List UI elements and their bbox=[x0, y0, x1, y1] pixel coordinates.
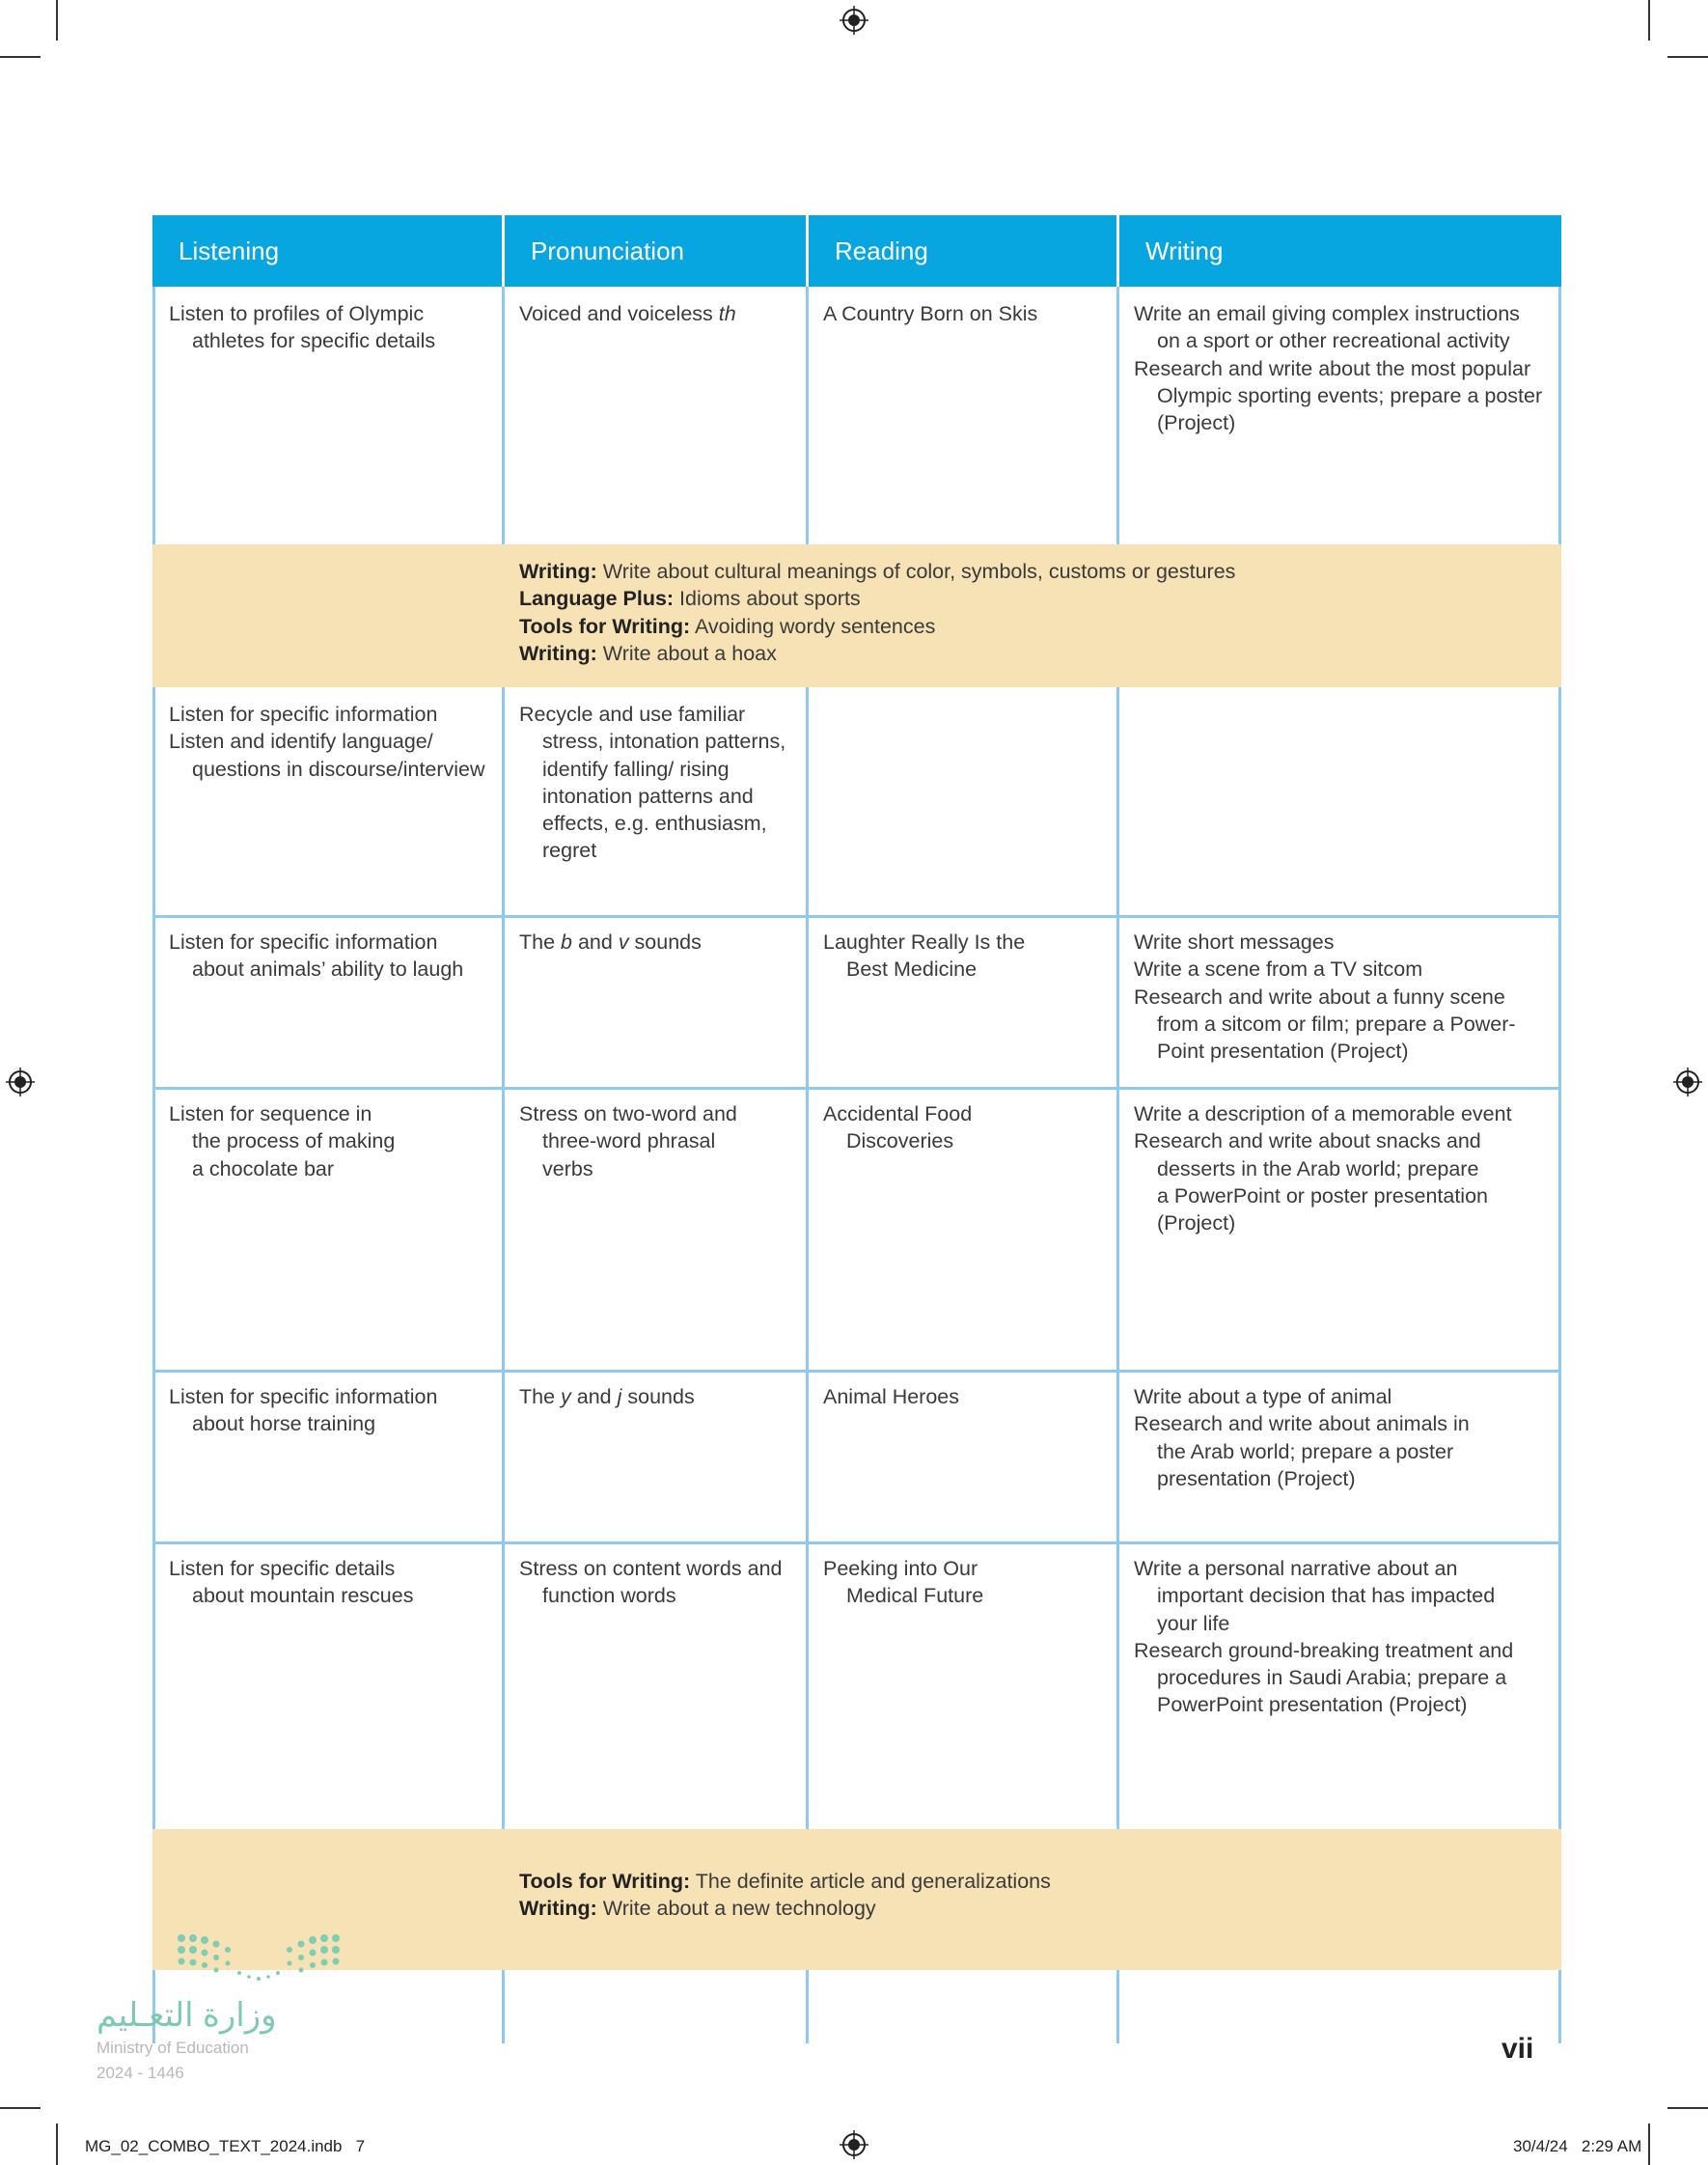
reading-cell: A Country Born on Skis bbox=[823, 302, 1038, 325]
crop-mark bbox=[56, 0, 58, 41]
band-line: Writing: Write about a hoax bbox=[519, 641, 777, 665]
crop-mark bbox=[1667, 2107, 1708, 2109]
crop-mark bbox=[1648, 2123, 1650, 2165]
band-line: Tools for Writing: The definite article and generalizations bbox=[519, 1870, 1051, 1893]
page-number: vii bbox=[1501, 2033, 1534, 2065]
writing-cell: Write short messages Write a scene from a TV sitcom Research and write about a funny scene from a sitcom or film; prepare a Power- Point presentation (Project) bbox=[1134, 930, 1516, 1064]
crop-mark bbox=[0, 2107, 41, 2109]
skills-band bbox=[152, 544, 1561, 687]
listening-cell: Listen for specific information about horse training bbox=[169, 1385, 438, 1436]
writing-cell: Write an email giving complex instructions on a sport or other recreational activity Research and write about the most popular Olympic sporting events; prepare a poster (Project) bbox=[1134, 302, 1543, 435]
pronunciation-cell: The y and j sounds bbox=[519, 1385, 695, 1408]
band-line: Writing: Write about cultural meanings of color, symbols, customs or gestures bbox=[519, 560, 1236, 583]
pronunciation-cell: Voiced and voiceless th bbox=[519, 302, 736, 325]
header-writing: Writing bbox=[1119, 215, 1561, 287]
grid-line bbox=[152, 1087, 1561, 1090]
pronunciation-cell: The b and v sounds bbox=[519, 930, 702, 954]
reading-cell: Peeking into Our Medical Future bbox=[823, 1557, 984, 1608]
registration-mark-icon bbox=[1673, 1068, 1702, 1096]
ministry-logo-icon bbox=[174, 1929, 347, 1986]
listening-cell: Listen for sequence in the process of making a chocolate bar bbox=[169, 1102, 396, 1180]
listening-cell: Listen for specific information about animals’ ability to laugh bbox=[169, 930, 464, 982]
band-line: Writing: Write about a new technology bbox=[519, 1897, 876, 1921]
pronunciation-cell: Stress on two-word and three-word phrasal verbs bbox=[519, 1102, 737, 1180]
pronunciation-cell: Stress on content words and function words bbox=[519, 1557, 783, 1608]
ministry-logo-english: Ministry of Education bbox=[96, 2039, 249, 2057]
grid-line bbox=[152, 1541, 1561, 1544]
registration-mark-icon bbox=[6, 1068, 35, 1096]
pronunciation-cell: Recycle and use familiar stress, intonation patterns, identify falling/ rising intonation patterns and effects, e.g. enthusiasm, regret bbox=[519, 703, 786, 863]
writing-cell: Write about a type of animal Research and write about animals in the Arab world; prepare a poster presentation (Project) bbox=[1134, 1385, 1470, 1490]
listening-cell: Listen for specific information Listen and identify language/ questions in discourse/interview bbox=[169, 703, 485, 781]
ministry-logo-arabic: وزارة التعـليم bbox=[96, 1997, 277, 2034]
reading-cell: Animal Heroes bbox=[823, 1385, 959, 1408]
crop-mark bbox=[1648, 0, 1650, 41]
writing-cell: Write a description of a memorable event Research and write about snacks and desserts in the Arab world; prepare a PowerPoint or poster presentation (Project) bbox=[1134, 1102, 1512, 1235]
skills-band bbox=[152, 1829, 1561, 1970]
crop-mark bbox=[0, 56, 41, 58]
ministry-logo-year: 2024 - 1446 bbox=[96, 2064, 184, 2082]
grid-line bbox=[152, 915, 1561, 918]
header-reading: Reading bbox=[809, 215, 1116, 287]
registration-mark-icon bbox=[840, 6, 868, 35]
writing-cell: Write a personal narrative about an important decision that has impacted your life Research ground-breaking treatment and procedures in Saudi Arabia; prepare a PowerPoint presentation (Project) bbox=[1134, 1557, 1514, 1717]
reading-cell: Laughter Really Is the Best Medicine bbox=[823, 930, 1026, 982]
listening-cell: Listen for specific details about mountain rescues bbox=[169, 1557, 414, 1608]
grid-line bbox=[152, 1370, 1561, 1373]
footer-file-name: MG_02_COMBO_TEXT_2024.indb 7 bbox=[85, 2137, 366, 2155]
listening-cell: Listen to profiles of Olympic athletes for specific details bbox=[169, 302, 436, 353]
header-listening: Listening bbox=[152, 215, 502, 287]
reading-cell: Accidental Food Discoveries bbox=[823, 1102, 973, 1153]
crop-mark bbox=[56, 2123, 58, 2165]
crop-mark bbox=[1667, 56, 1708, 58]
footer-date: 30/4/24 2:29 AM bbox=[1513, 2137, 1642, 2155]
header-pronunciation: Pronunciation bbox=[505, 215, 806, 287]
band-line: Tools for Writing: Avoiding wordy sentences bbox=[519, 614, 936, 638]
band-line: Language Plus: Idioms about sports bbox=[519, 587, 861, 611]
registration-mark-icon bbox=[840, 2130, 868, 2159]
